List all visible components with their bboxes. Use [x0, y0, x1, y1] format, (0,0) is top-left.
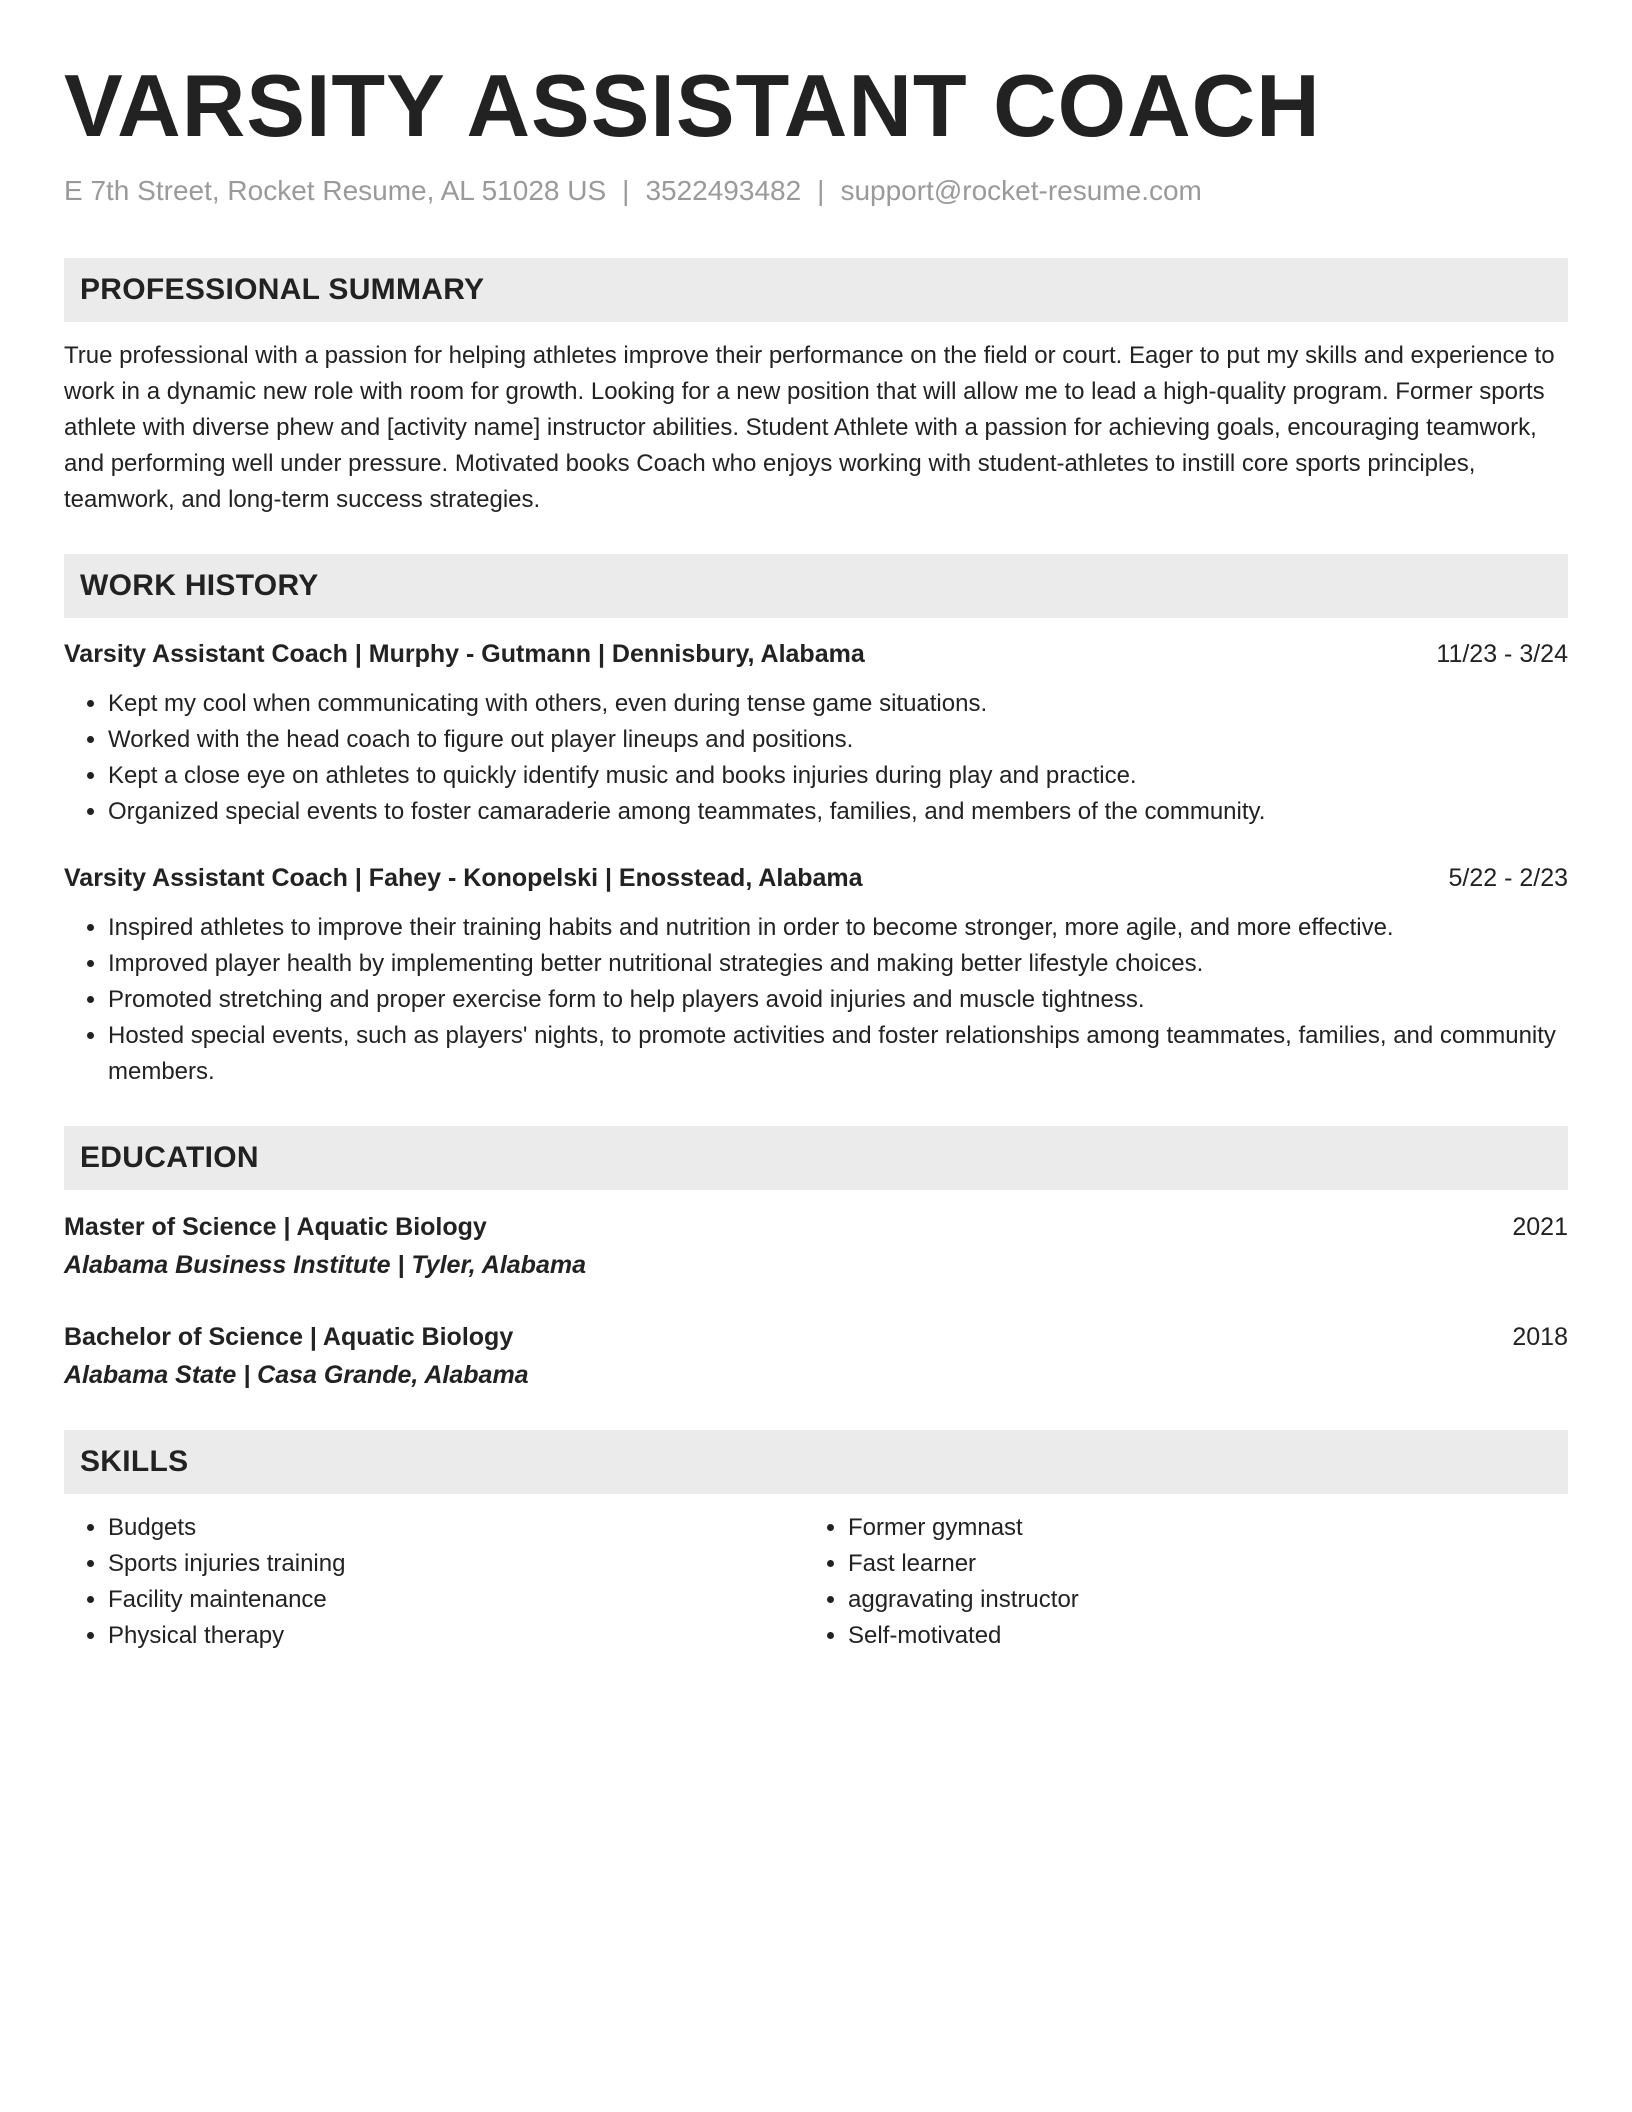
education-degree: Master of Science | Aquatic Biology	[64, 1213, 487, 1241]
job-bullet: • Kept my cool when communicating with others, even during tense game situations.	[108, 686, 1568, 722]
job-bullet: • Worked with the head coach to figure out player lineups and positions.	[108, 722, 1568, 758]
job-header	[64, 636, 1568, 672]
education-entry	[64, 1318, 1568, 1394]
job-bullets	[64, 686, 1568, 830]
skill-item: • Physical therapy	[108, 1618, 804, 1654]
education-entry	[64, 1208, 1568, 1284]
skill-item: • Budgets	[108, 1510, 804, 1546]
job-bullet: • Improved player health by implementing better nutritional strategies and making better lifestyle choices.	[108, 946, 1568, 982]
skills-list	[64, 1510, 1568, 1654]
job-bullet: • Kept a close eye on athletes to quickly identify music and books injuries during play and practice.	[108, 758, 1568, 794]
job-bullet: • Promoted stretching and proper exercise form to help players avoid injuries and muscle tightness.	[108, 982, 1568, 1018]
job-bullet: • Hosted special events, such as players' nights, to promote activities and foster relationships among teammates, families, and community members.	[108, 1018, 1568, 1090]
education-year: 2021	[1512, 1213, 1568, 1241]
education-header	[64, 1318, 1568, 1356]
job-dates: 5/22 - 2/23	[1448, 864, 1568, 892]
skill-item: • Self-motivated	[848, 1618, 1544, 1654]
contact-address: E 7th Street, Rocket Resume, AL 51028 US	[64, 175, 607, 206]
skills-column-right	[804, 1510, 1544, 1654]
skill-item: • Sports injuries training	[108, 1546, 804, 1582]
job-header	[64, 860, 1568, 896]
education-degree: Bachelor of Science | Aquatic Biology	[64, 1323, 514, 1351]
education-year: 2018	[1512, 1323, 1568, 1351]
summary-text: True professional with a passion for helping athletes improve their performance on the field or court. Eager to put my skills and experience to work in a dynamic new role with room for growth. Looking for a new position that will allow me to lead a high-quality program. Former sports athlete with diverse phew and [activity name] instructor abilities. Student Athlete with a passion for achieving goals, encouraging teamwork, and performing well under pressure. Motivated books Coach who enjoys working with student-athletes to instill core sports principles, teamwork, and long-term success strategies.	[64, 342, 1555, 513]
contact-separator: |	[622, 175, 630, 206]
section-header-education: EDUCATION	[64, 1126, 1568, 1190]
skill-item: • Fast learner	[848, 1546, 1544, 1582]
section-header-skills: SKILLS	[64, 1430, 1568, 1494]
skill-item: • Facility maintenance	[108, 1582, 804, 1618]
resume-name: VARSITY ASSISTANT COACH	[64, 56, 1321, 155]
section-header-work-history: WORK HISTORY	[64, 554, 1568, 618]
job-bullets	[64, 910, 1568, 1090]
skills-column-left	[64, 1510, 804, 1654]
education-school: Alabama Business Institute | Tyler, Alabama	[64, 1251, 586, 1279]
education-school: Alabama State | Casa Grande, Alabama	[64, 1361, 529, 1389]
job-title: Varsity Assistant Coach | Fahey - Konopelski | Enosstead, Alabama	[64, 864, 863, 892]
job-entry	[64, 636, 1568, 830]
job-entry	[64, 860, 1568, 1090]
job-bullet: • Organized special events to foster camaraderie among teammates, families, and members of the community.	[108, 794, 1568, 830]
skill-item: • aggravating instructor	[848, 1582, 1544, 1618]
job-bullet: • Inspired athletes to improve their training habits and nutrition in order to become stronger, more agile, and more effective.	[108, 910, 1568, 946]
job-dates: 11/23 - 3/24	[1436, 640, 1568, 668]
job-title: Varsity Assistant Coach | Murphy - Gutmann | Dennisbury, Alabama	[64, 640, 865, 668]
education-header	[64, 1208, 1568, 1246]
contact-line	[64, 174, 1568, 208]
contact-email: support@rocket-resume.com	[840, 175, 1202, 206]
section-header-summary: PROFESSIONAL SUMMARY	[64, 258, 1568, 322]
skill-item: • Former gymnast	[848, 1510, 1544, 1546]
contact-separator: |	[817, 175, 825, 206]
contact-phone: 3522493482	[645, 175, 802, 206]
